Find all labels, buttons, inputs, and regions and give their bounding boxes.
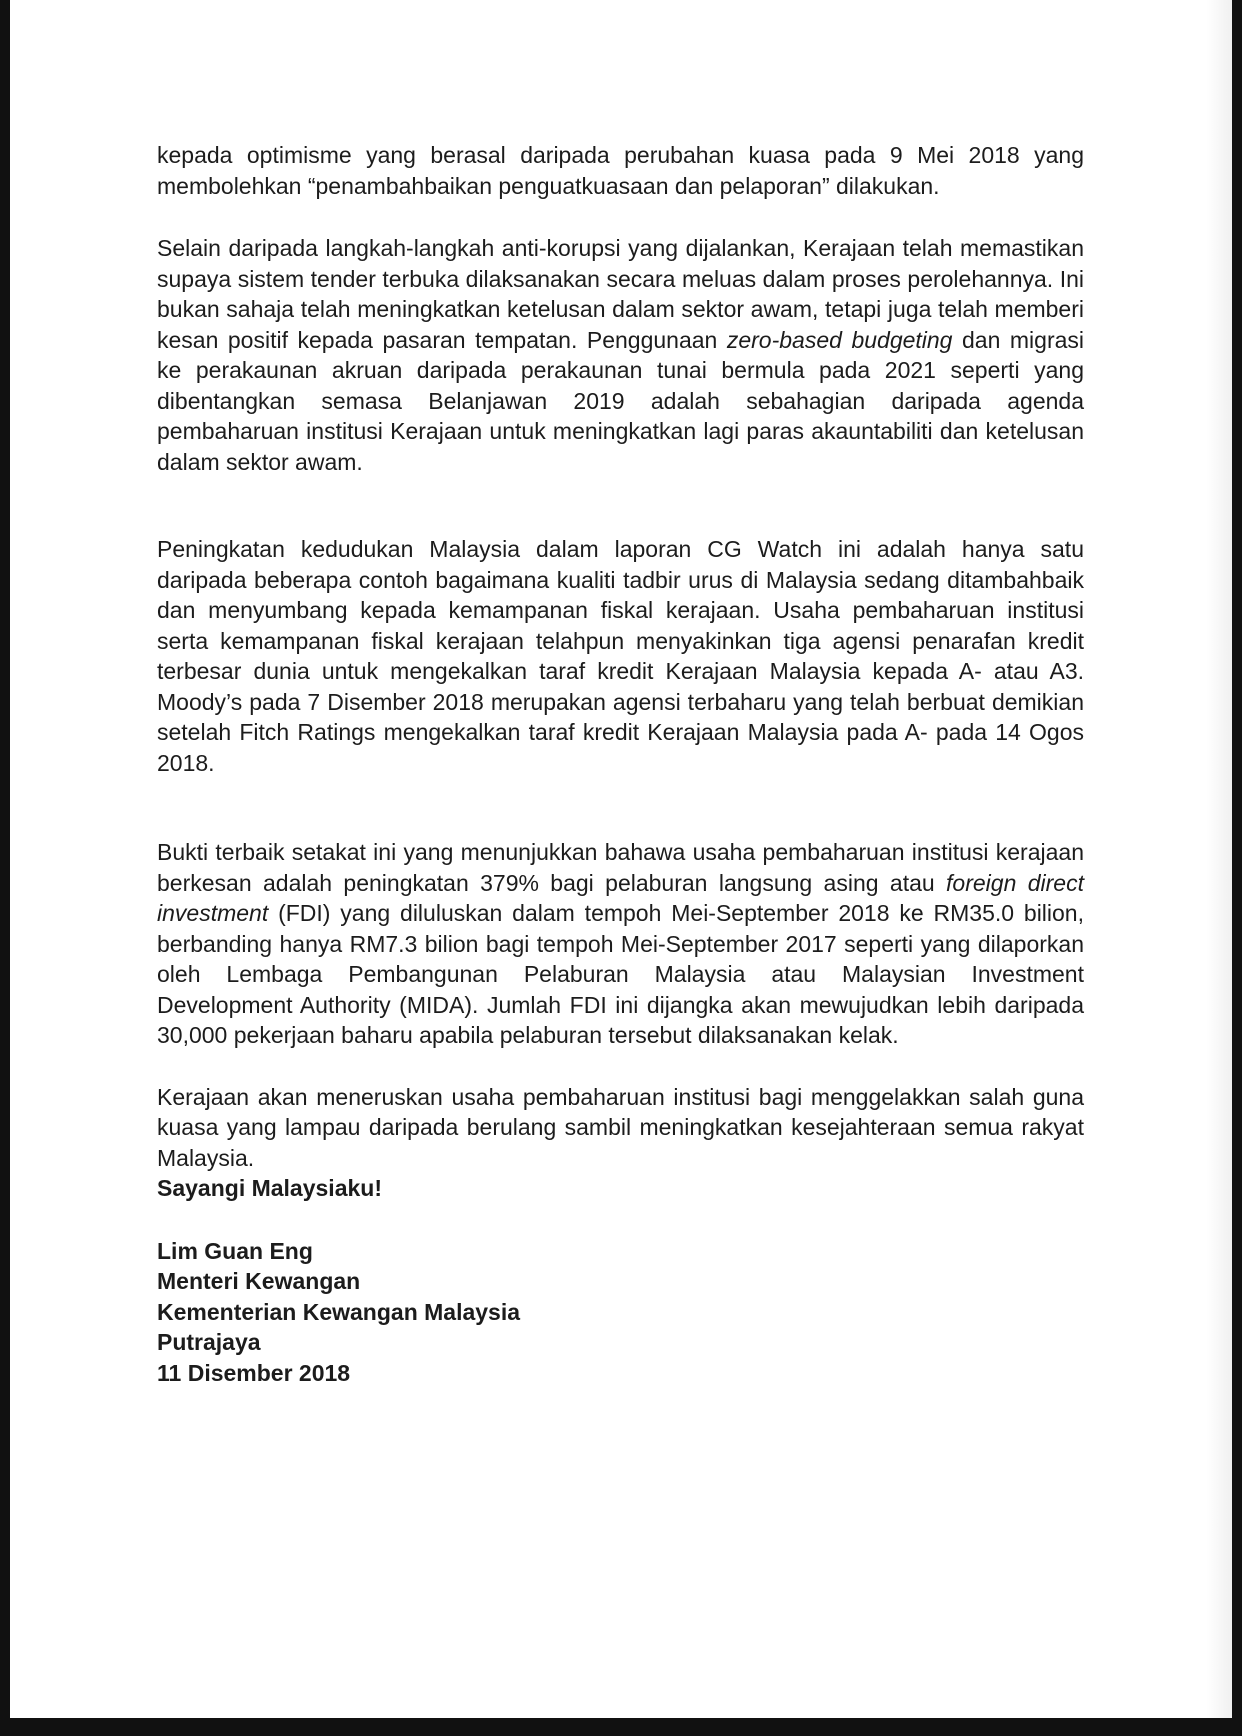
paragraph-3-text: Peningkatan kedudukan Malaysia dalam laporan CG Watch ini adalah hanya satu daripada beberapa contoh bagaimana kualiti tadbir urus di Malaysia sedang ditambahbaik dan menyumbang kepada kemampanan fiskal kerajaan. Usaha pembaharuan institusi serta kemampanan fiskal kerajaan telahpun menyakinkan tiga agensi penarafan kredit terbesar dunia untuk mengekalkan taraf kredit Kerajaan Malaysia kepada A- atau A3. Moody’s pada 7 Disember 2018 merupakan agensi terbaharu yang telah berbuat demikian setelah Fitch Ratings mengekalkan taraf kredit Kerajaan Malaysia pada A- pada 14 Ogos 2018. (157, 536, 1084, 776)
paragraph-4-italic-term: foreign direct investment (157, 869, 1084, 926)
paragraph-3 (157, 534, 1084, 778)
signature-title: Menteri Kewangan (157, 1268, 361, 1294)
paragraph-1 (157, 140, 1084, 201)
paragraph-2 (157, 233, 1084, 477)
paragraph-5 (157, 1082, 1084, 1174)
paragraph-4 (157, 837, 1084, 1051)
signature-date: 11 Disember 2018 (157, 1359, 351, 1386)
paragraph-2-italic-term: zero-based budgeting (726, 326, 953, 353)
page-edge-shadow (1206, 0, 1232, 1718)
closing-line: Sayangi Malaysiaku! (157, 1175, 382, 1201)
document-page (157, 140, 1084, 1388)
paragraph-2-text-part-2: dan migrasi ke perakaunan akruan daripada perakaunan tunai bermula pada 2021 seperti yang dibentangkan semasa Belanjawan 2019 adalah sebahagian daripada agenda pembaharuan institusi Kerajaan untuk meningkatkan lagi paras akauntabiliti dan ketelusan dalam sektor awam. (157, 326, 1085, 475)
paragraph-4-text-part-2: (FDI) yang diluluskan dalam tempoh Mei-September 2018 ke RM35.0 bilion, berbanding hanya RM7.3 bilion bagi tempoh Mei-September 2017 seperti yang dilaporkan oleh Lembaga Pembangunan Pelaburan Malaysia atau Malaysian Investment Development Authority (MIDA). Jumlah FDI ini dijangka akan mewujudkan lebih daripada 30,000 pekerjaan baharu apabila pelaburan tersebut dilaksanakan kelak. (157, 900, 1084, 1048)
paragraph-1-text: kepada optimisme yang berasal daripada perubahan kuasa pada 9 Mei 2018 yang membolehkan “penambahbaikan penguatkuasaan dan pelaporan” dilakukan. (157, 142, 1084, 199)
paragraph-2-text-part-1: Selain daripada langkah-langkah anti-korupsi yang dijalankan, Kerajaan telah memastikan supaya sistem tender terbuka dilaksanakan secara meluas dalam proses perolehannya. Ini bukan sahaja telah meningkatkan ketelusan dalam sektor awam, tetapi juga telah memberi kesan positif kepada pasaran tempatan. Penggunaan (157, 235, 1084, 353)
paragraph-5-text: Kerajaan akan meneruskan usaha pembaharuan institusi bagi menggelakkan salah guna kuasa yang lampau daripada berulang sambil meningkatkan kesejahteraan semua rakyat Malaysia. (157, 1083, 1084, 1171)
signature-block (157, 1236, 1084, 1389)
signature-organization: Kementerian Kewangan Malaysia (157, 1298, 521, 1325)
signature-name: Lim Guan Eng (157, 1237, 313, 1264)
paragraph-4-text-part-1: Bukti terbaik setakat ini yang menunjukkan bahawa usaha pembaharuan institusi kerajaan berkesan adalah peningkatan 379% bagi pelaburan langsung asing atau (157, 839, 1084, 896)
signature-location: Putrajaya (157, 1329, 261, 1355)
